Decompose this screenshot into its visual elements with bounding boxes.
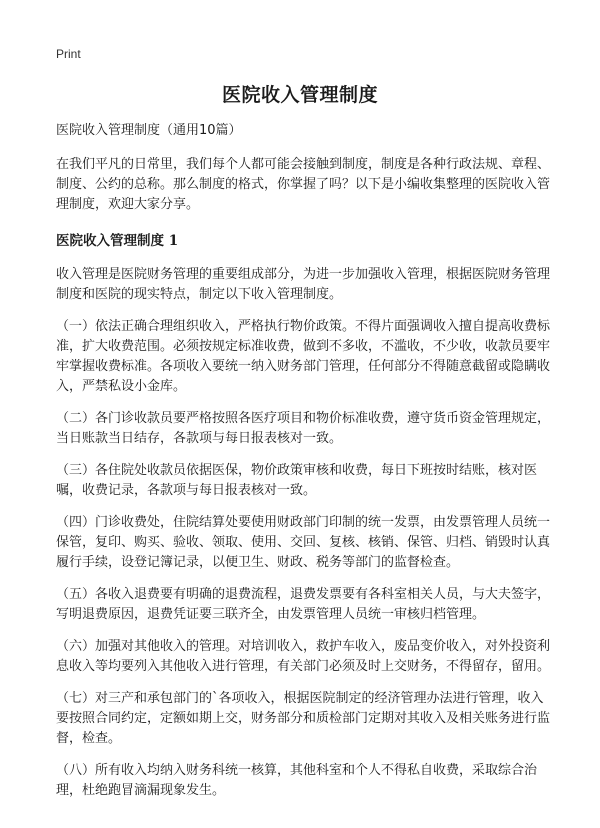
paragraph: （六）加强对其他收入的管理。对培训收入，救护车收入，废品变价收入，对外投资利息收入等均要列入其他收入进行管理，有关部门必须及时上交财务，不得留存，留用。 bbox=[56, 639, 551, 674]
document-body bbox=[56, 121, 552, 813]
paragraph: （四）门诊收费处，住院结算处要使用财政部门印制的统一发票，由发票管理人员统一保管，复印、购买、验收、领取、使用、交回、复核、核销、保管、归档、销毁时认真履行手续，设登记簿记录，以便卫生、财政、税务等部门的监督检查。 bbox=[56, 515, 551, 570]
intro-paragraph: 在我们平凡的日常里，我们每个人都可能会接触到制度，制度是各种行政法规、章程、制度、公约的总称。那么制度的格式，你掌握了吗？以下是小编收集整理的医院收入管理制度，欢迎大家分享。 bbox=[56, 157, 551, 212]
paragraph: （五）各收入退费要有明确的退费流程，退费发票要有各科室相关人员，与大夫签字，写明退费原因，退费凭证要三联齐全，由发票管理人员统一审核归档管理。 bbox=[56, 587, 551, 622]
paragraph: （八）所有收入均纳入财务科统一核算，其他科室和个人不得私自收费，采取综合治理，杜绝跑冒滴漏现象发生。 bbox=[56, 763, 538, 798]
paragraph: （二）各门诊收款员要严格按照各医疗项目和物价标准收费，遵守货币资金管理规定，当日账款当日结存，各款项与每日报表核对一致。 bbox=[56, 411, 551, 446]
paragraph: （七）对三产和承包部门的`各项收入，根据医院制定的经济管理办法进行管理，收入要按照合同约定，定额如期上交，财务部分和质检部门定期对其收入及相关账务进行监督，检查。 bbox=[56, 691, 551, 746]
document-subtitle: 医院收入管理制度（通用10篇） bbox=[56, 123, 242, 138]
paragraph: （三）各住院处收款员依据医保，物价政策审核和收费，每日下班按时结账，核对医嘱，收费记录，各款项与每日报表核对一致。 bbox=[56, 463, 538, 498]
print-link[interactable]: Print bbox=[56, 47, 81, 61]
section-heading: 医院收入管理制度 1 bbox=[56, 233, 179, 249]
paragraph: （一）依法正确合理组织收入，严格执行物价政策。不得片面强调收入擅自提高收费标准，扩大收费范围。必须按规定标准收费，做到不多收，不滥收，不少收，收款员要牢牢掌握收费标准。各项收入要统一纳入财务部门管理，任何部分不得随意截留或隐瞒收入，严禁私设小金库。 bbox=[56, 319, 551, 394]
paragraph: 收入管理是医院财务管理的重要组成部分，为进一步加强收入管理，根据医院财务管理制度和医院的现实特点，制定以下收入管理制度。 bbox=[56, 267, 551, 302]
page-title: 医院收入管理制度 bbox=[221, 84, 378, 106]
